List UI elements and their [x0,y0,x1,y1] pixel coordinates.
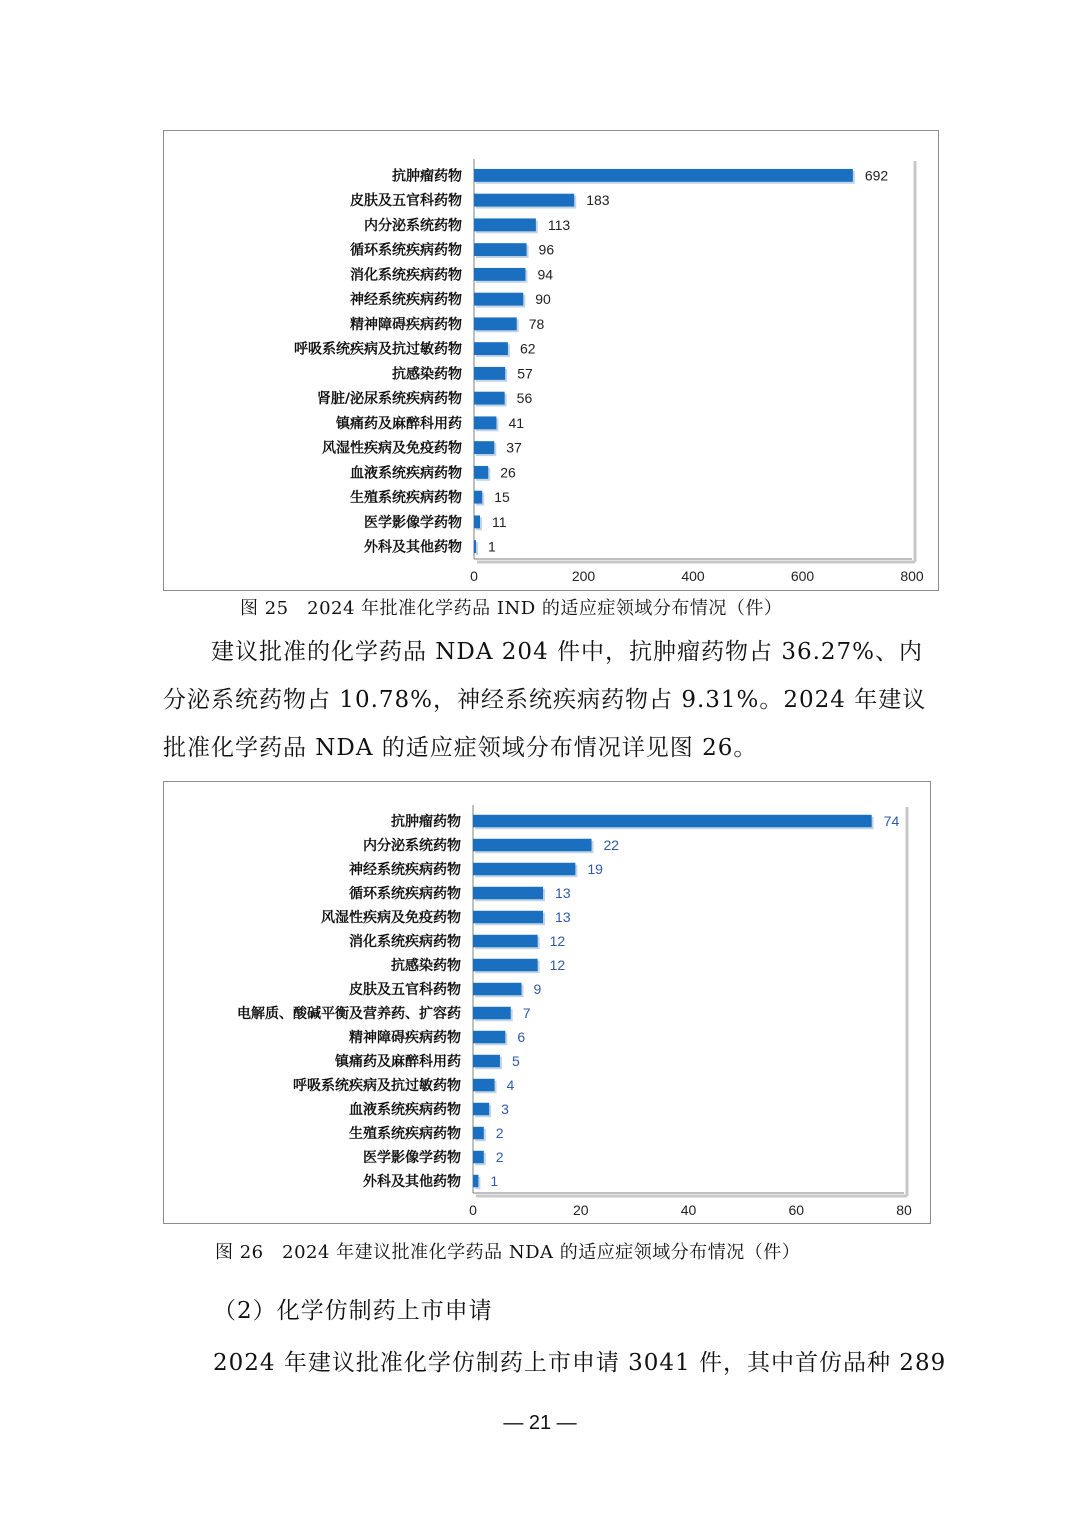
category-label: 皮肤及五官科药物 [350,193,462,210]
category-label: 外科及其他药物 [363,1174,461,1190]
bar [474,243,527,256]
value-label: 15 [494,489,510,506]
value-label: 19 [587,861,603,877]
category-label: 血液系统疾病药物 [350,465,462,482]
bar [474,441,494,454]
bar [473,815,872,827]
bar [474,491,482,504]
category-label: 呼吸系统疾病及抗过敏药物 [293,1078,461,1094]
x-tick-label: 600 [790,568,815,584]
bar [474,540,476,553]
category-label: 内分泌系统药物 [364,217,462,234]
category-label: 循环系统疾病药物 [350,242,462,259]
chart-nda-svg [164,782,930,1223]
value-label: 3 [501,1101,509,1117]
category-label: 循环系统疾病药物 [349,886,461,902]
value-label: 13 [555,885,571,901]
category-label: 神经系统疾病药物 [350,292,462,309]
paragraph-line: 分泌系统药物占 10.78%，神经系统疾病药物占 9.31%。2024 年建议 [163,687,927,713]
page-number: — 21 — [503,1412,577,1434]
x-tick-label: 0 [470,568,478,584]
x-tick-label: 40 [680,1202,697,1218]
value-label: 37 [506,439,522,456]
category-label: 消化系统疾病药物 [350,267,462,284]
category-label: 镇痛药及麻醉科用药 [336,415,462,432]
paragraph-nda-summary [163,628,927,772]
value-label: 57 [517,365,533,382]
category-label: 外科及其他药物 [364,539,462,556]
chart-ind-svg [164,131,938,590]
category-label: 生殖系统疾病药物 [350,490,462,507]
category-label: 风湿性疾病及免疫药物 [321,910,461,926]
value-label: 692 [864,167,889,184]
section-heading: （2）化学仿制药上市申请 [213,1298,493,1324]
value-label: 1 [488,538,496,555]
bar [473,1151,484,1163]
value-label: 12 [549,957,566,973]
category-label: 医学影像学药物 [364,514,462,531]
value-label: 74 [883,813,900,829]
value-label: 183 [586,192,610,209]
bar [473,935,538,947]
value-label: 2 [495,1149,504,1165]
category-label: 生殖系统疾病药物 [349,1126,461,1142]
category-label: 电解质、酸碱平衡及营养药、扩容药 [237,1006,461,1022]
x-tick-label: 200 [571,568,596,584]
category-label: 血液系统疾病药物 [349,1102,461,1118]
value-label: 62 [519,340,536,357]
bar [474,367,505,380]
bar [473,1079,495,1091]
value-label: 78 [528,315,545,332]
bar [474,392,505,405]
bar [473,959,538,971]
bar-shadow [476,542,478,555]
value-label: 13 [555,909,571,925]
value-label: 12 [549,933,566,949]
value-label: 6 [517,1029,526,1045]
x-tick-label: 80 [896,1202,912,1218]
figure-25-caption: 图 25 2024 年批准化学药品 IND 的适应症领域分布情况（件） [240,598,783,619]
x-tick-label: 400 [681,568,705,584]
category-label: 抗感染药物 [391,958,461,974]
category-label: 内分泌系统药物 [363,838,461,854]
category-label: 精神障碍疾病药物 [349,1030,461,1046]
x-tick-label: 800 [900,568,924,584]
category-label: 消化系统疾病药物 [349,934,461,950]
x-tick-label: 20 [572,1202,589,1218]
bar [474,466,488,479]
bar [474,293,523,306]
category-label: 呼吸系统疾病及抗过敏药物 [294,341,462,358]
value-label: 11 [492,513,507,530]
bar [473,839,592,851]
chart-nda-indications [163,781,931,1224]
category-label: 医学影像学药物 [363,1150,461,1166]
figure-26-caption: 图 26 2024 年建议批准化学药品 NDA 的适应症领域分布情况（件） [215,1242,801,1263]
category-label: 镇痛药及麻醉科用药 [335,1054,461,1070]
bar [473,1175,478,1187]
bar [474,317,517,330]
bar [473,1007,511,1019]
bar [474,218,536,231]
value-label: 56 [516,390,533,407]
bar [473,1127,484,1139]
bar [473,887,543,899]
bar [473,1031,505,1043]
bar [473,1055,500,1067]
bar [473,863,575,875]
paragraph-line: 建议批准的化学药品 NDA 204 件中，抗肿瘤药物占 36.27%、内 [211,639,924,665]
category-label: 风湿性疾病及免疫药物 [322,440,462,457]
category-label: 皮肤及五官科药物 [349,982,461,998]
bar [474,268,525,281]
x-tick-label: 0 [469,1202,477,1218]
value-label: 96 [538,241,555,258]
value-label: 22 [603,837,620,853]
category-label: 抗感染药物 [392,366,462,383]
value-label: 113 [547,216,571,233]
value-label: 7 [522,1005,531,1021]
category-label: 精神障碍疾病药物 [350,316,462,333]
category-label: 抗肿瘤药物 [392,168,462,185]
chart-ind-indications [163,130,939,591]
bar [473,1103,489,1115]
bar [473,983,521,995]
value-label: 1 [490,1173,499,1189]
bar [474,515,480,528]
value-label: 4 [506,1077,515,1093]
category-label: 抗肿瘤药物 [391,814,461,830]
bar [474,169,853,182]
value-label: 26 [500,464,516,481]
paragraph-line: 批准化学药品 NDA 的适应症领域分布情况详见图 26。 [163,735,758,761]
value-label: 41 [508,414,525,431]
value-label: 9 [533,981,542,997]
value-label: 94 [537,266,554,283]
value-label: 90 [535,291,551,308]
x-tick-label: 60 [788,1202,805,1218]
category-label: 神经系统疾病药物 [349,862,461,878]
bar [474,416,496,429]
bar [474,194,574,207]
paragraph-generic-drugs: 2024 年建议批准化学仿制药上市申请 3041 件，其中首仿品种 289 [213,1350,947,1376]
value-label: 5 [511,1053,520,1069]
bar [474,342,508,355]
value-label: 2 [495,1125,504,1141]
bar [473,911,543,923]
category-label: 肾脏/泌尿系统疾病药物 [316,391,462,408]
